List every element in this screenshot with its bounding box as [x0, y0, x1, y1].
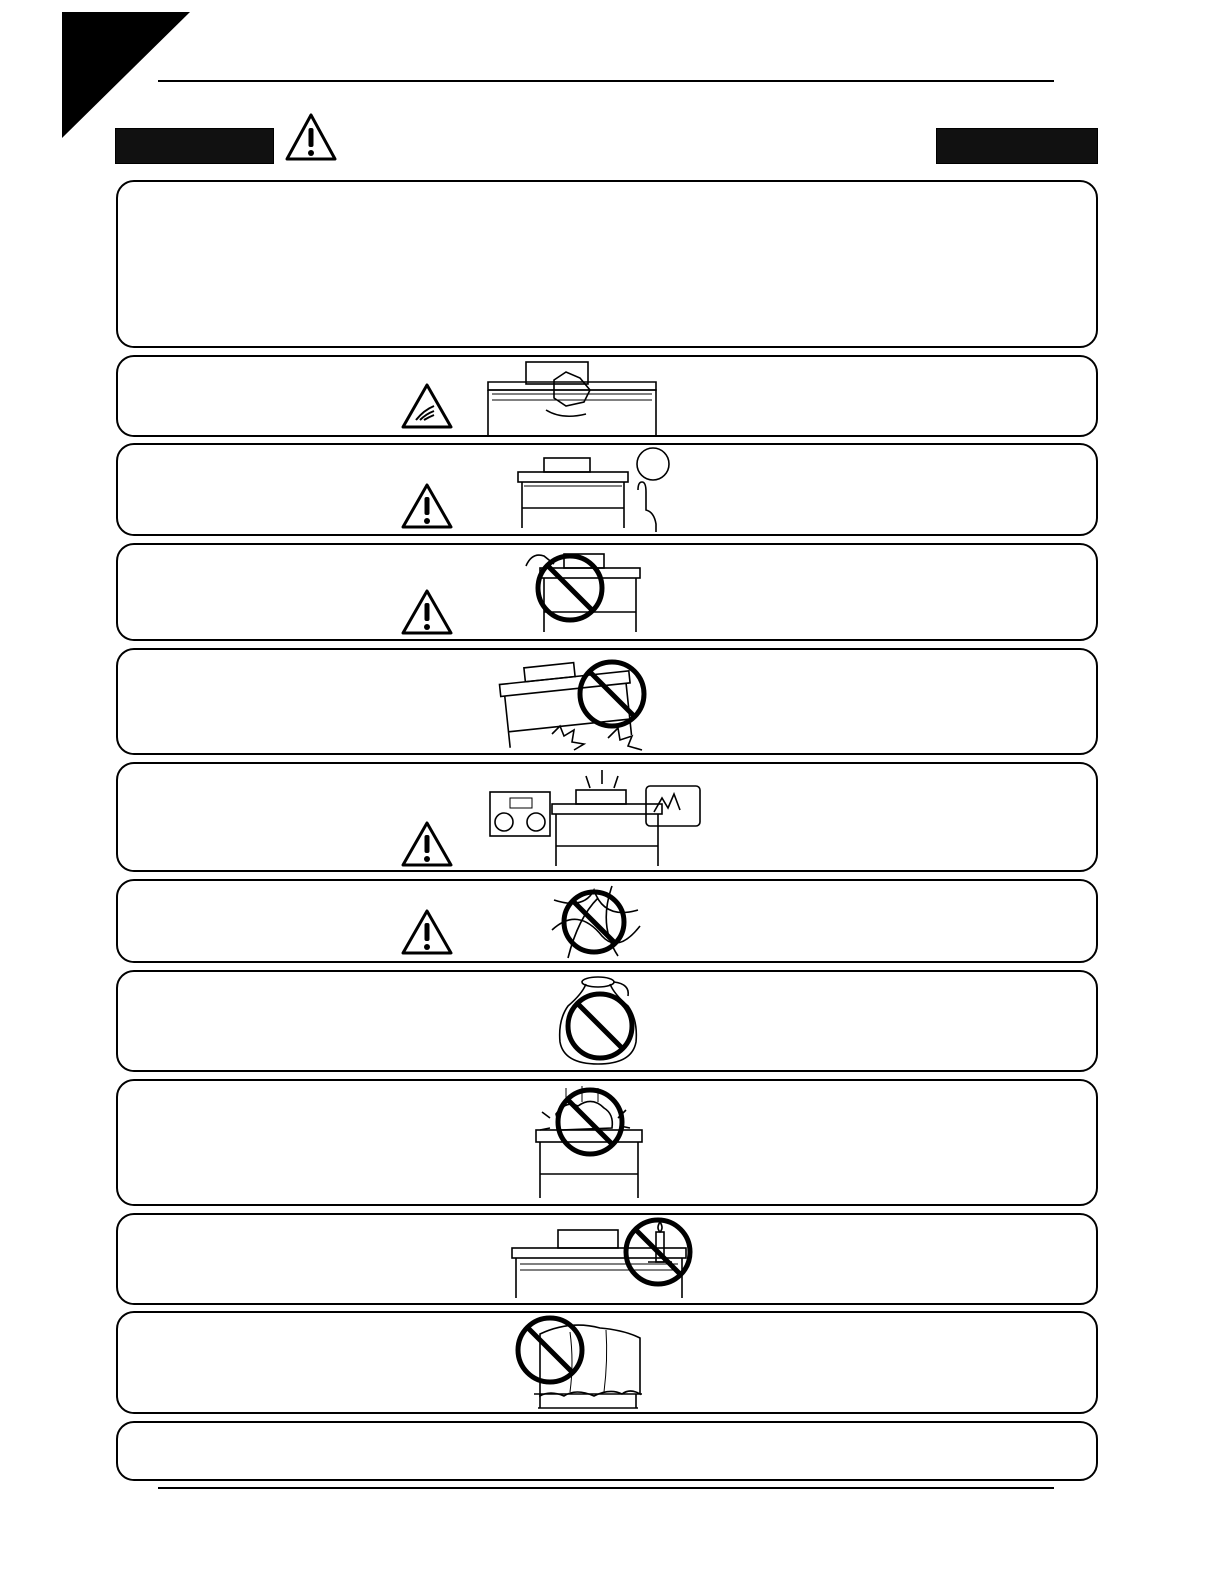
liquid-prohibited-illustration — [520, 546, 650, 636]
hand-caution-icon — [400, 382, 454, 430]
finger-press-illustration — [514, 446, 674, 532]
footer-rule — [158, 1487, 1054, 1489]
stereo-and-tv-illustration — [486, 766, 706, 868]
warning-triangle-icon — [400, 820, 454, 868]
covered-piano-prohibited-illustration — [510, 1314, 650, 1410]
hand-on-keys-illustration — [482, 360, 662, 435]
warning-triangle-icon — [400, 482, 454, 530]
warning-triangle-icon — [400, 908, 454, 956]
tilted-piano-prohibited-illustration — [492, 654, 668, 750]
warning-triangle-icon — [284, 112, 338, 162]
header-rule — [158, 80, 1054, 82]
vase-prohibited-illustration — [554, 972, 644, 1068]
object-on-piano-prohibited-illustration — [526, 1082, 650, 1202]
left-label-bar — [115, 128, 274, 164]
intro-box — [116, 180, 1098, 348]
candle-prohibited-illustration — [508, 1216, 692, 1300]
warning-triangle-icon — [400, 588, 454, 636]
corner-page-tab — [62, 12, 190, 138]
right-label-bar — [936, 128, 1098, 164]
section-box-note — [116, 1421, 1098, 1481]
tangled-cables-prohibited-illustration — [548, 880, 644, 962]
